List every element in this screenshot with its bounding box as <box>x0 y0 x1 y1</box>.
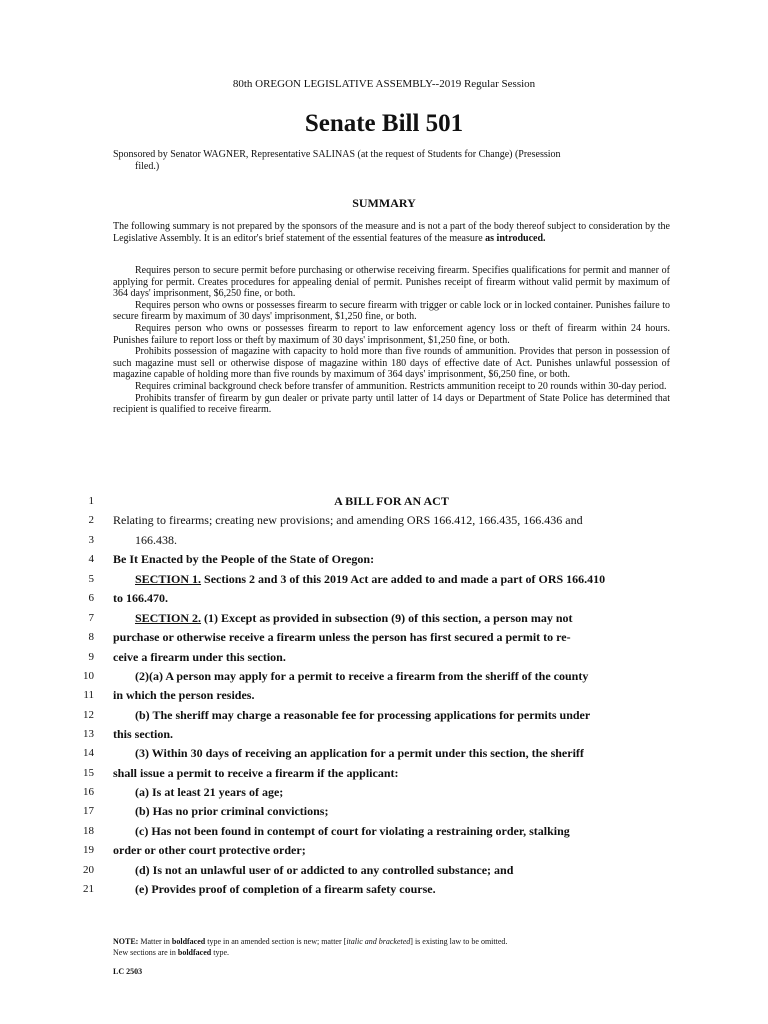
note-text: type in an amended section is new; matter [ <box>205 937 347 946</box>
line-text: in which the person resides. <box>113 688 255 702</box>
line-text: (b) The sheriff may charge a reasonable fee for processing applications for permits under <box>135 708 591 722</box>
line-number: 4 <box>88 553 94 565</box>
summary-body <box>113 265 670 416</box>
line-text <box>135 609 670 628</box>
summary-paragraph: Requires person who owns or possesses firearm to secure firearm with trigger or cable lock or in locked container. Punishes failure to secure firearm by maximum of 30 days' imprisonment, $1,250 fine, or both. <box>113 299 670 323</box>
bill-line <box>0 589 768 608</box>
bill-line <box>0 511 768 530</box>
bill-line <box>0 550 768 569</box>
line-text: (d) Is not an unlawful user of or addicted to any controlled substance; and <box>135 863 514 877</box>
note-text: type. <box>211 948 229 957</box>
bill-line <box>0 880 768 899</box>
bill-line <box>0 531 768 550</box>
bill-line <box>0 861 768 880</box>
line-number: 12 <box>83 709 94 721</box>
bill-line <box>0 667 768 686</box>
line-text: (b) Has no prior criminal convictions; <box>135 804 329 818</box>
summary-paragraph: Prohibits transfer of firearm by gun dealer or private party until latter of 14 days or Department of State Police has determined that recipient is qualified to receive firearm. <box>113 392 670 416</box>
note-bold: boldfaced <box>177 948 212 957</box>
line-text: to 166.470. <box>113 591 168 605</box>
bill-line <box>0 492 768 511</box>
note-line-1 <box>113 936 670 947</box>
line-number: 6 <box>88 592 94 604</box>
summary-paragraph: Requires person to secure permit before purchasing or otherwise receiving firearm. Specifies qualifications for permit and manner of applying for permit. Creates procedures for appealing denial of permit. Punishes receipt of firearm without valid permit by maximum of 364 days' imprisonment, $6,250 fine, or both. <box>113 265 670 300</box>
line-text <box>135 570 670 589</box>
line-number: 1 <box>88 495 94 507</box>
section-text: Sections 2 and 3 of this 2019 Act are added to and made a part of ORS 166.410 <box>201 572 606 586</box>
note-text: Matter in <box>138 937 172 946</box>
line-text: 166.438. <box>135 533 177 547</box>
line-number: 15 <box>83 767 94 779</box>
bill-line <box>0 764 768 783</box>
session-header: 80th OREGON LEGISLATIVE ASSEMBLY--2019 Regular Session <box>232 78 536 90</box>
line-number: 2 <box>88 514 94 526</box>
line-text: purchase or otherwise receive a firearm unless the person has first secured a permit to re- <box>113 630 571 644</box>
line-number: 3 <box>88 534 94 546</box>
bill-line <box>0 744 768 763</box>
line-text: (c) Has not been found in contempt of court for violating a restraining order, stalking <box>135 824 570 838</box>
section-label: SECTION 1. <box>135 572 202 586</box>
line-text: (3) Within 30 days of receiving an application for a permit under this section, the sheriff <box>135 746 584 760</box>
note-label: NOTE: <box>113 937 139 946</box>
line-number: 11 <box>83 689 94 701</box>
line-number: 18 <box>83 825 94 837</box>
act-heading: A BILL FOR AN ACT <box>334 494 449 508</box>
bill-line <box>0 609 768 628</box>
line-text: (2)(a) A person may apply for a permit to receive a firearm from the sheriff of the county <box>135 669 589 683</box>
summary-intro-bold: as introduced. <box>485 232 546 244</box>
summary-paragraph: Requires criminal background check before transfer of ammunition. Restricts ammunition receipt to 20 rounds within 30-day period. <box>135 380 667 392</box>
line-text: Relating to firearms; creating new provisions; and amending ORS 166.412, 166.435, 166.436 and <box>113 513 583 527</box>
line-text: this section. <box>113 727 173 741</box>
enacting-clause: Be It Enacted by the People of the State of Oregon: <box>113 552 375 566</box>
summary-paragraph: Requires person who owns or possesses firearm to report to law enforcement agency loss or theft of firearm within 24 hours. Punishes failure to report loss or theft by maximum of 30 days' imprisonment, $1,250 fine, or both. <box>113 322 670 346</box>
line-number: 17 <box>83 805 94 817</box>
bill-line <box>0 648 768 667</box>
line-number: 10 <box>83 670 94 682</box>
note-bold: boldfaced <box>171 937 206 946</box>
line-number: 16 <box>83 786 94 798</box>
bill-line <box>0 628 768 647</box>
line-text: (e) Provides proof of completion of a firearm safety course. <box>135 882 436 896</box>
line-number: 13 <box>83 728 94 740</box>
sponsors-line-1: Sponsored by Senator WAGNER, Representative SALINAS (at the request of Students for Change) (Presession <box>113 149 561 160</box>
line-number: 14 <box>83 747 94 759</box>
note-italic: italic and bracketed <box>346 937 411 946</box>
bill-line <box>0 725 768 744</box>
line-number: 20 <box>83 864 94 876</box>
line-text: shall issue a permit to receive a firearm if the applicant: <box>113 766 399 780</box>
line-text: order or other court protective order; <box>113 843 306 857</box>
bill-line <box>0 706 768 725</box>
bill-line <box>0 570 768 589</box>
note-line-2 <box>113 947 670 958</box>
bill-line <box>0 802 768 821</box>
bill-line <box>0 686 768 705</box>
line-number: 19 <box>83 844 94 856</box>
line-number: 21 <box>83 883 94 895</box>
line-number: 7 <box>88 612 94 624</box>
summary-intro <box>113 221 670 244</box>
line-number: 8 <box>88 631 94 643</box>
note-text: New sections are in <box>113 948 178 957</box>
line-number: 5 <box>88 573 94 585</box>
sponsors <box>113 149 670 173</box>
bill-title: Senate Bill 501 <box>304 110 464 137</box>
bill-line <box>0 822 768 841</box>
bill-line <box>0 783 768 802</box>
section-label: SECTION 2. <box>135 611 202 625</box>
section-text: (1) Except as provided in subsection (9) of this section, a person may not <box>201 611 573 625</box>
summary-heading: SUMMARY <box>352 196 416 210</box>
footer-note <box>113 936 670 958</box>
note-text: ] is existing law to be omitted. <box>410 937 508 946</box>
sponsors-line-2: filed.) <box>135 161 160 172</box>
bill-line <box>0 841 768 860</box>
line-text: (a) Is at least 21 years of age; <box>135 785 284 799</box>
summary-intro-text: The following summary is not prepared by the sponsors of the measure and is not a part of the body thereof subject to consideration by the Legislative Assembly. It is an editor's brief statement of the essential features of the measure <box>113 221 670 244</box>
line-text: ceive a firearm under this section. <box>113 650 286 664</box>
lc-number: LC 2503 <box>113 967 143 976</box>
line-number: 9 <box>88 651 94 663</box>
summary-paragraph: Prohibits possession of magazine with capacity to hold more than five rounds of ammunition. Provides that person in possession of such magazine must sell or otherwise dispose of magazine within 180 days of effective date of Act. Punishes unlawful possession of magazine capable of holding more than five rounds by maximum of 364 days' imprisonment, $6,250 fine, or both. <box>113 346 670 381</box>
